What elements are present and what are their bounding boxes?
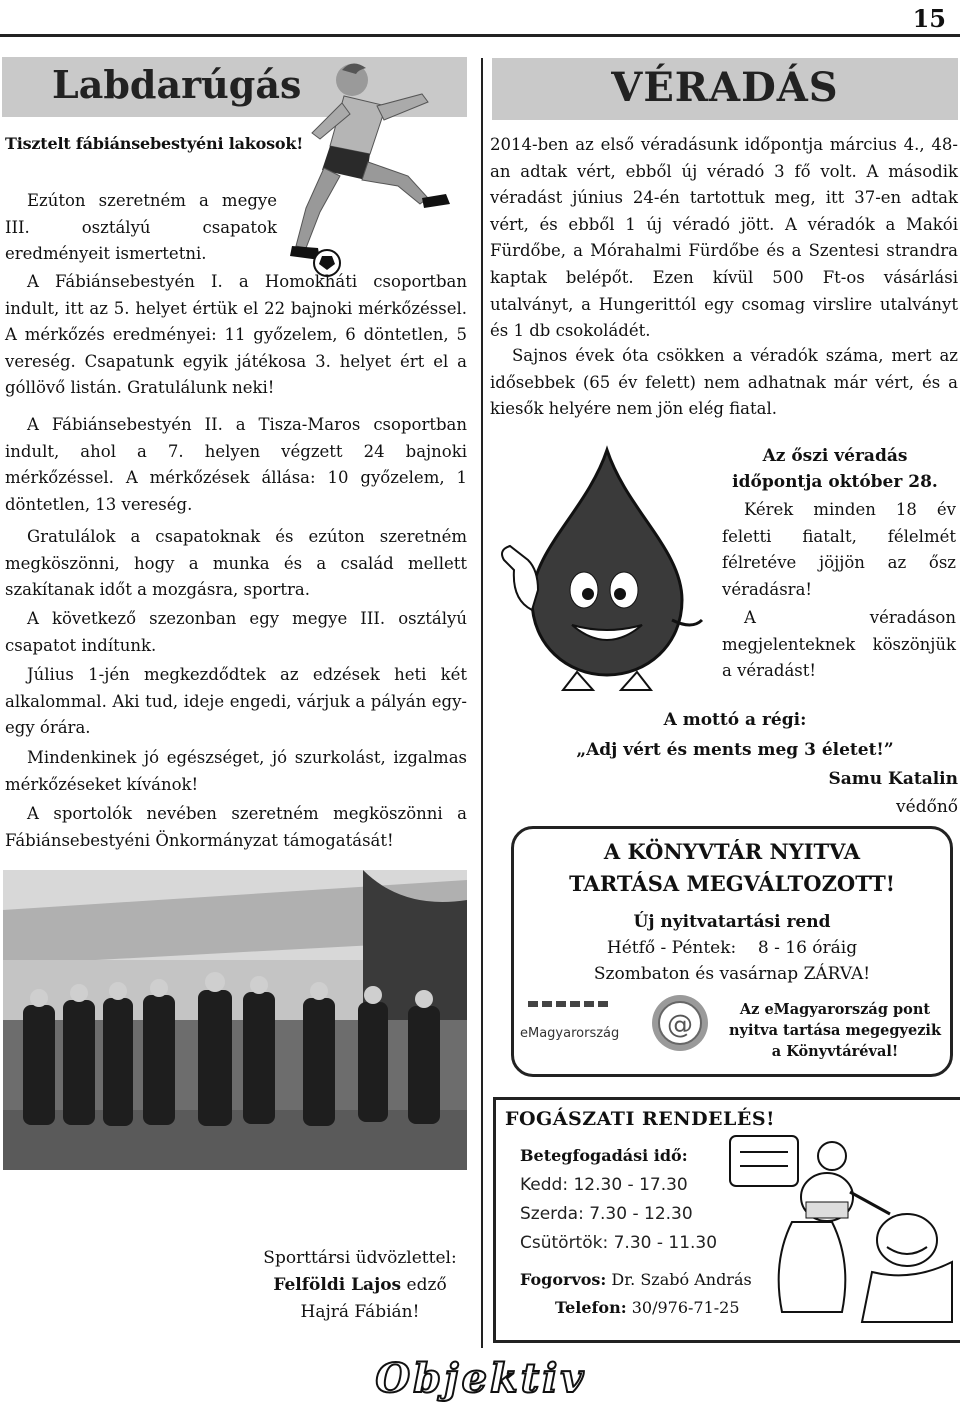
emagyarorszag-note: Az eMagyarország pont nyitva tartása megegyezik a Könyvtáréval! [729,1001,941,1060]
autumn-paragraph-2: A véradáson megjelenteknek köszönjük a véradást! [722,608,956,681]
objektiv-logo [356,1352,606,1402]
library-weekend-hours: Szombaton és vasárnap ZÁRVA! [593,964,871,984]
sport-signature [250,1245,470,1326]
autumn-donation-date [720,443,950,495]
dentist-label: Fogorvos: [520,1270,607,1289]
column-divider [481,58,483,1348]
sport-paragraph-4: Gratulálok a csapatoknak és ezúton szeretném megköszönni, hogy a munka és a család mellett szakítanak időt a mozgásra, sportra. [5,527,467,600]
phone-label: Telefon: [555,1298,627,1317]
svg-text:@: @ [667,1010,693,1040]
blood-paragraph-2: Sajnos évek óta csökken a véradók száma, mert az idősebbek (65 év felett) nem adhatnak már vért, és a kiesők helyére nem jön elég fiatal. [490,346,958,419]
dental-title: FOGÁSZATI RENDELÉS! [505,1108,775,1130]
blood-signature-name: Samu Katalin [828,769,958,789]
dentist-cartoon-illustration [722,1122,954,1332]
blood-paragraph-1: 2014-ben az első véradásunk időpontja március 4., 48-an adtak vért, ebből új véradó 3 fő volt. A második véradást június 24-én tartottuk meg, itt 37-en adtak vért, és ebből 1 új véradó jött. A véradók a Makói Fürdőbe, a Mórahalmi Fürdőbe és a Szentesi strandra kaptak belépőt. Ezen kívül 500 Ft-os vásárlási utalványt, a Hungerittól egy csomag virslire utalványt és 1 db csokoládét. [490,135,958,341]
library-subtitle: Új nyitvatartási rend [633,912,831,932]
header-rule [0,34,960,37]
blood-signature [780,765,958,821]
sport-paragraph-3: A Fábiánsebestyén II. a Tisza-Maros csoportban indult, ahol a 7. helyen végzett 24 bajnoki mérkőzéssel. A mérkőzések állása: 10 győzelem, 1 döntetlen, 13 vereség. [5,415,467,514]
sport-title: Labdarúgás [52,62,302,107]
sport-paragraph-1: Ezúton szeretném a megye III. osztályú csapatok eredményeit ismertetni. [5,191,277,264]
autumn-line-2: időpontja október 28. [732,472,938,492]
motto-label: A mottó a régi: [663,710,807,730]
motto-text: „Adj vért és ments meg 3 életet!” [576,740,894,760]
autumn-paragraph-1: Kérek minden 18 év feletti fiatalt, félelmét félretéve jöjjön az ősz véradásra! [722,500,956,599]
blood-title: VÉRADÁS [611,64,839,111]
phone-number: 30/976-71-25 [631,1298,740,1317]
emagyarorszag-logo [518,993,718,1053]
motto-block [560,705,910,765]
signature-role: edző [406,1275,447,1295]
library-weekday-hours: Hétfő - Péntek: 8 - 16 óráig [606,938,858,958]
emag-logo-text: eMagyarország [520,1026,620,1041]
sport-paragraph-7: Mindenkinek jó egészséget, jó szurkolást, izgalmas mérkőzéseket kívánok! [5,748,467,794]
sport-greeting: Tisztelt fábiánsebestyéni lakosok! [5,134,304,153]
objektiv-logo-text: Objektiv [375,1355,587,1402]
dental-hours-wednesday: Szerda: 7.30 - 12.30 [520,1204,693,1224]
dental-hours-tuesday: Kedd: 12.30 - 17.30 [520,1175,688,1195]
dental-hours-thursday: Csütörtök: 7.30 - 11.30 [520,1233,718,1253]
blood-signature-role: védőnő [896,797,958,817]
autumn-line-1: Az őszi véradás [762,446,908,466]
signature-cheer: Hajrá Fábián! [300,1302,420,1322]
sport-paragraph-2: A Fábiánsebestyén I. a Homokháti csoportban indult, itt az 5. helyet értük el 22 bajnoki mérkőzéssel. A mérkőzés eredményei: 11 győzelem, 6 döntetlen, 5 vereség. Csapatunk egyik játékosa 3. helyet ért el a góllövő listán. Gratulálunk neki! [5,272,467,398]
dentist-name: Dr. Szabó András [611,1270,752,1289]
blood-drop-mascot-illustration [492,440,722,700]
team-photo [3,870,467,1170]
signature-name: Felföldi Lajos [273,1275,402,1295]
dental-phone [555,1298,740,1317]
dental-hours-label: Betegfogadási idő: [520,1146,688,1165]
library-title [511,836,953,900]
library-title-line-1: A KÖNYVTÁR NYITVA [603,839,861,864]
sport-paragraph-6: Július 1-jén megkezdődtek az edzések heti két alkalommal. Aki tud, ideje engedi, várjuk a pályán egy-egy órára. [5,665,467,738]
signature-greeting: Sporttársi üdvözlettel: [263,1248,457,1268]
sport-paragraph-5: A következő szezonban egy megye III. osztályú csapatot indítunk. [5,609,467,655]
library-title-line-2: TARTÁSA MEGVÁLTOZOTT! [569,871,895,896]
sport-paragraph-8: A sportolók nevében szeretném megköszönni a Fábiánsebestyéni Önkormányzat támogatását! [5,804,467,850]
page-number: 15 [912,4,946,33]
dental-dentist [520,1270,752,1289]
football-player-illustration [282,58,462,278]
